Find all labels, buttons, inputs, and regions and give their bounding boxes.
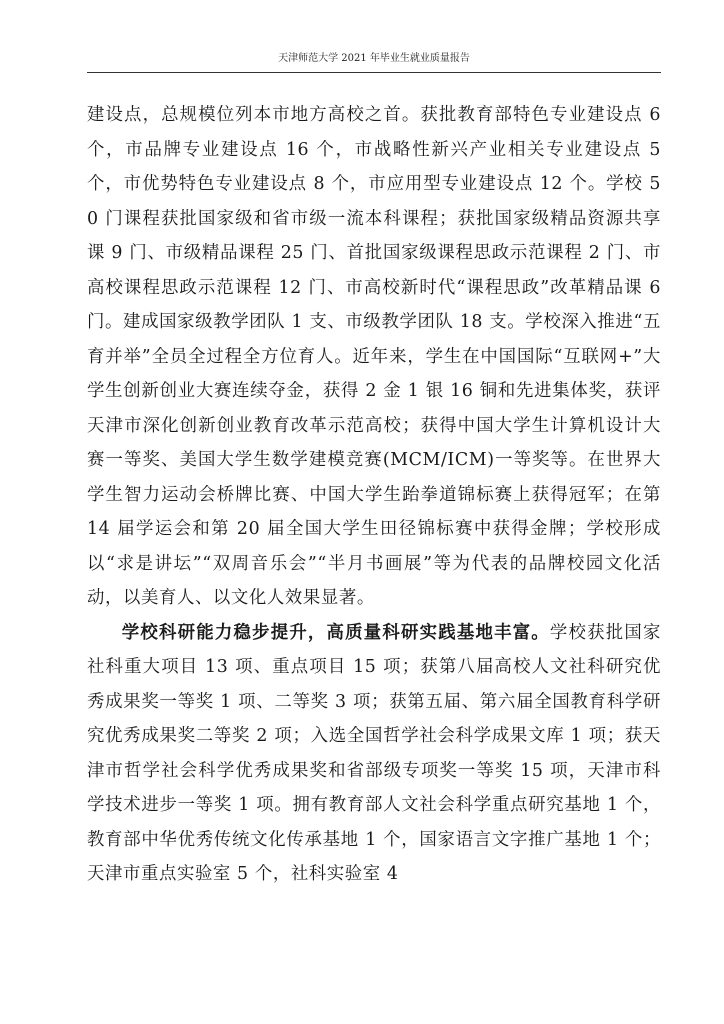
document-body [87,98,661,892]
paragraph-research-lead: 学校科研能力稳步提升，高质量科研实践基地丰富。 [121,622,550,643]
paragraph-research-body: 学校获批国家社科重大项目 13 项、重点项目 15 项；获第八届高校人文社科研究优秀成果奖一等奖 1 项、二等奖 3 项；获第五届、第六届全国教育科学研究优秀成果奖二等奖 2 项；入选全国哲学社会科学成果文库 1 项；获天津市哲学社会科学优秀成果奖和省部级专项奖一等奖 15 项，天津市科学技术进步一等奖 1 项。拥有教育部人文社会科学重点研究基地 1 个，教育部中华优秀传统文化传承基地 1 个，国家语言文字推广基地 1 个；天津市重点实验室 5 个，社科实验室 4 [87,622,661,884]
header-title: 天津师范大学 2021 年毕业生就业质量报告 [278,53,470,64]
page-header [87,49,661,73]
paragraph-education: 建设点，总规模位列本市地方高校之首。获批教育部特色专业建设点 6 个，市品牌专业建设点 16 个，市战略性新兴产业相关专业建设点 5 个，市优势特色专业建设点 8 个，市应用型专业建设点 12 个。学校 50 门课程获批国家级和省市级一流本科课程；获批国家级精品资源共享课 9 门、市级精品课程 25 门、首批国家级课程思政示范课程 2 门、市高校课程思政示范课程 12 门、市高校新时代“课程思政”改革精品课 6 门。建成国家级教学团队 1 支、市级教学团队 18 支。学校深入推进“五育并举”全员全过程全方位育人。近年来，学生在中国国际“互联网+”大学生创新创业大赛连续夺金，获得 2 金 1 银 16 铜和先进集体奖，获评天津市深化创新创业教育改革示范高校；获得中国大学生计算机设计大赛一等奖、美国大学生数学建模竞赛(MCM/ICM)一等奖等。在世界大学生智力运动会桥牌比赛、中国大学生跆拳道锦标赛上获得冠军；在第 14 届学运会和第 20 届全国大学生田径锦标赛中获得金牌；学校形成以“求是讲坛”“双周音乐会”“半月书画展”等为代表的品牌校园文化活动，以美育人、以文化人效果显著。 [87,105,661,608]
paragraph-research [87,616,661,892]
